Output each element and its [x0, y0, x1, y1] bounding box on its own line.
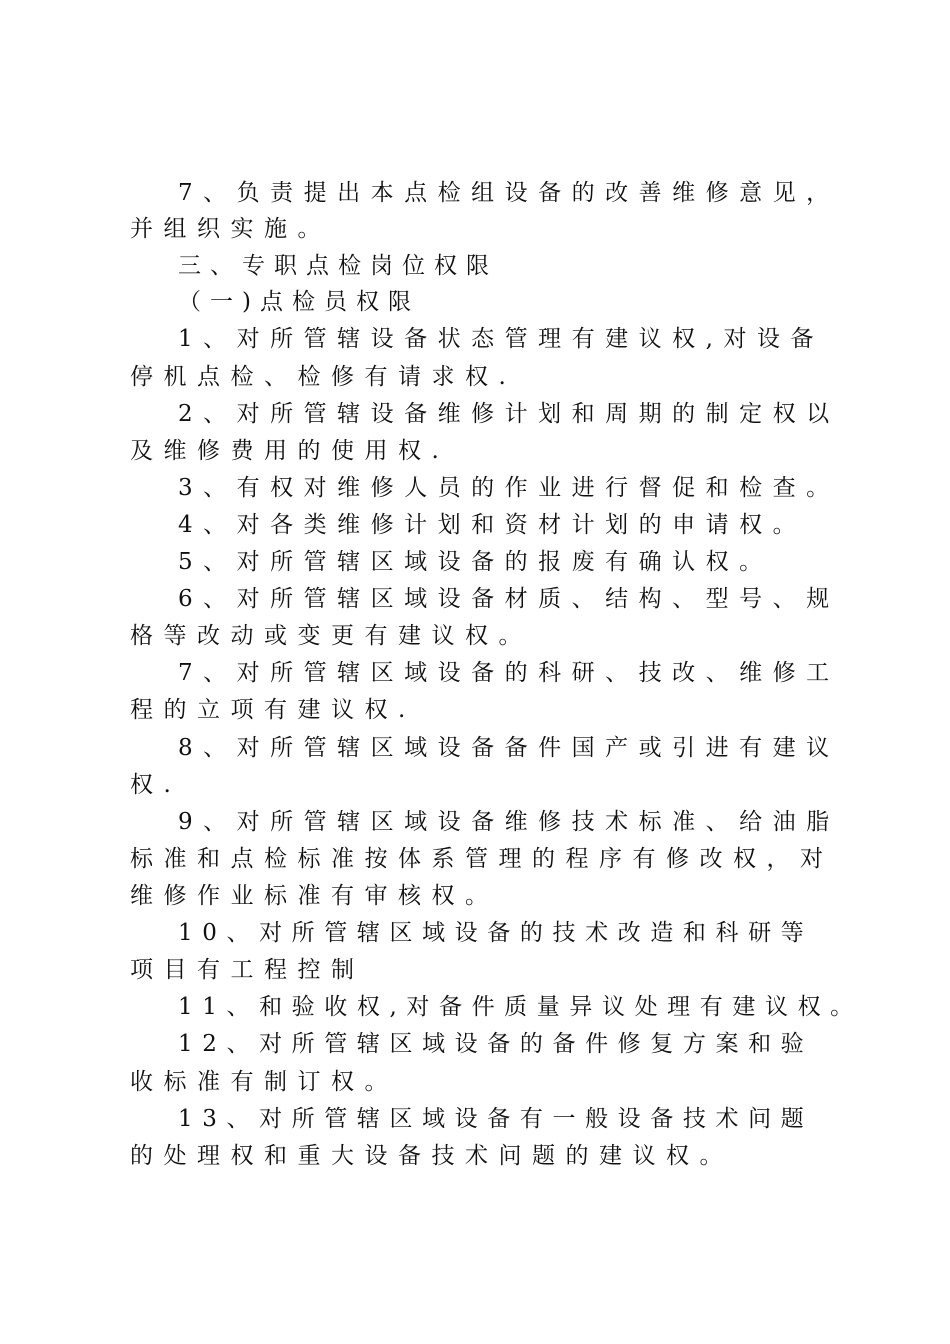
- item-8-line-1: 8、对所管辖区域设备备件国产或引进有建议: [178, 735, 840, 761]
- item-10-line-1: 10、对所管辖区域设备的技术改造和科研等: [178, 920, 814, 946]
- item-9-line-3: 维修作业标准有审核权。: [130, 883, 499, 909]
- item-7-line-2: 程的立项有建议权.: [130, 697, 416, 723]
- item-8-line-2: 权.: [130, 772, 182, 798]
- item-11: 11、和验收权,对备件质量异议处理有建议权。: [178, 994, 863, 1020]
- paragraph-7-line-2: 并组织实施。: [130, 216, 331, 242]
- item-3: 3、有权对维修人员的作业进行督促和检查。: [178, 475, 840, 501]
- item-6-line-2: 格等改动或变更有建议权。: [130, 623, 532, 649]
- item-9-line-2: 标准和点检标准按体系管理的程序有修改权，对: [130, 846, 834, 872]
- item-10-line-2: 项目有工程控制: [130, 957, 365, 983]
- item-7-line-1: 7、对所管辖区域设备的科研、技改、维修工: [178, 660, 840, 686]
- section-heading: 三、专职点检岗位权限: [178, 253, 498, 279]
- paragraph-7-line-1: 7、负责提出本点检组设备的改善维修意见，: [178, 180, 840, 206]
- item-12-line-2: 收标准有制订权。: [130, 1069, 398, 1095]
- item-2-line-1: 2、对所管辖设备维修计划和周期的制定权以: [178, 401, 840, 427]
- item-1-line-1: 1、对所管辖设备状态管理有建议权,对设备: [178, 326, 824, 352]
- item-2-line-2: 及维修费用的使用权.: [130, 438, 450, 464]
- item-13-line-2: 的处理权和重大设备技术问题的建议权。: [130, 1143, 733, 1169]
- item-12-line-1: 12、对所管辖区域设备的备件修复方案和验: [178, 1031, 814, 1057]
- item-4: 4、对各类维修计划和资材计划的申请权。: [178, 512, 807, 538]
- item-9-line-1: 9、对所管辖区域设备维修技术标准、给油脂: [178, 809, 840, 835]
- item-1-line-2: 停机点检、检修有请求权.: [130, 364, 517, 390]
- item-6-line-1: 6、对所管辖区域设备材质、结构、型号、规: [178, 586, 840, 612]
- item-5: 5、对所管辖区域设备的报废有确认权。: [178, 549, 773, 575]
- subsection-heading: （一)点检员权限: [178, 289, 420, 315]
- item-13-line-1: 13、对所管辖区域设备有一般设备技术问题: [178, 1106, 814, 1132]
